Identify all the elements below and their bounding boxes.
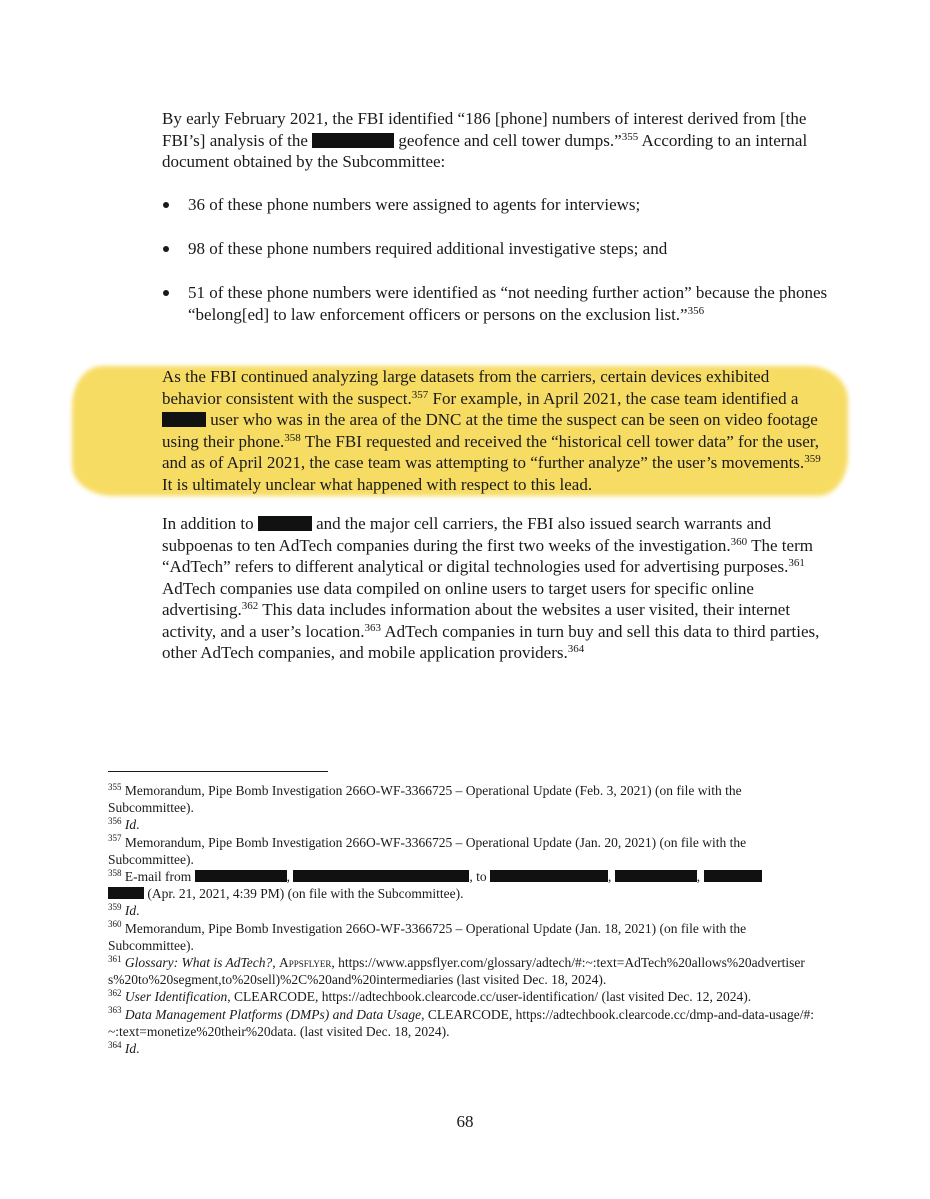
footnote-ref: 363	[364, 621, 382, 634]
list-item: 51 of these phone numbers were identified as “not needing further action” because the phones “belong[ed] to law enforcement officers or persons on the exclusion list.”$^{356}$	[160, 282, 828, 325]
footnote-ref: 360	[730, 535, 748, 548]
redaction-box	[704, 870, 762, 882]
footnote-361: $^{361}$ Glossary: What is AdTech?, Appsflyer, https://www.appsflyer.com/glossary/adtech/#:~:text=AdTech%20allows%20advertisers%20to%20segment,to%20sell)%2C%20and%20intermediaries (last visited Dec. 18, 2024).	[108, 953, 805, 988]
footnotes	[108, 782, 818, 1057]
bullet-icon	[163, 202, 169, 208]
footnote-ref: 359	[804, 453, 821, 466]
footnote-ref: 362	[241, 600, 259, 613]
footnote-357: $^{357}$ Memorandum, Pipe Bomb Investigation 266O-WF-3366725 – Operational Update (Jan. 20, 2021) (on file with the Subcommittee).	[108, 833, 747, 867]
redaction-box	[312, 133, 394, 148]
redaction-box	[108, 887, 144, 899]
footnote-ref: 358	[284, 431, 301, 444]
footnote-ref: 357	[411, 388, 429, 401]
footnote-355: $^{355}$ Memorandum, Pipe Bomb Investigation 266O-WF-3366725 – Operational Update (Feb. 3, 2021) (on file with the Subcommittee).	[108, 781, 742, 816]
footnote-358: $^{358}$ E-mail from , , to , , (Apr. 21, 2021, 4:39 PM) (on file with the Subcommittee).	[108, 868, 818, 902]
footnote-356: $^{356}$ Id.	[108, 815, 140, 833]
paragraph-geofence: By early February 2021, the FBI identified “186 [phone] numbers of interest derived from [the FBI’s] analysis of the geofence and cell tower dumps.”$^{355}$ According to an internal document obtained by the Subcommittee:	[162, 109, 808, 171]
footnote-ref: 364	[567, 643, 585, 656]
footnote-360: $^{360}$ Memorandum, Pipe Bomb Investigation 266O-WF-3366725 – Operational Update (Jan. 18, 2021) (on file with the Subcommittee).	[108, 919, 747, 953]
redaction-box	[293, 870, 469, 882]
bullet-icon	[163, 290, 169, 296]
redaction-box	[490, 870, 608, 882]
redaction-box	[615, 870, 697, 882]
redaction-box	[195, 870, 287, 882]
list-item: 98 of these phone numbers required additional investigative steps; and	[160, 238, 828, 260]
footnote-ref: 356	[687, 304, 705, 317]
footnote-359: $^{359}$ Id.	[108, 901, 140, 919]
footnote-ref: 361	[788, 557, 805, 570]
footnote-divider	[108, 771, 328, 772]
redaction-box	[162, 412, 206, 427]
paragraph-suspect-device: As the FBI continued analyzing large datasets from the carriers, certain devices exhibited behavior consistent with the suspect.$^{357}$ For example, in April 2021, the case team identified a user who was in the area of the DNC at the time the suspect can be seen on video footage using their phone.$^{358}$ The FBI requested and received the “historical cell tower data” for the user, and as of April 2021, the case team was attempting to “further analyze” the user’s movements.$^{359}$ It is ultimately unclear what happened with respect to this lead.	[162, 367, 821, 494]
list-item: 36 of these phone numbers were assigned to agents for interviews;	[160, 194, 828, 216]
paragraph-adtech: In addition to and the major cell carriers, the FBI also issued search warrants and subpoenas to ten AdTech companies during the first two weeks of the investigation.$^{360}$ The term “AdTech” refers to different analytical or digital technologies used for advertising purposes.$^{361}$ AdTech companies use data compiled on online users to target users for specific online advertising.$^{362}$ This data includes information about the websites a user visited, their internet activity, and a user’s location.$^{363}$ AdTech companies in turn buy and sell this data to third parties, other AdTech companies, and mobile application providers.$^{364}$	[162, 514, 820, 662]
footnote-364: $^{364}$ Id.	[108, 1039, 140, 1057]
footnote-363: $^{363}$ Data Management Platforms (DMPs) and Data Usage, CLEARCODE, https://adtechbook.clearcode.cc/dmp-and-data-usage/#:~:text=monetize%20their%20data. (last visited Dec. 18, 2024).	[108, 1005, 814, 1039]
bullet-icon	[163, 246, 169, 252]
footnote-ref: 355	[621, 130, 639, 143]
page-number: 68	[456, 1112, 474, 1131]
redaction-box	[258, 516, 312, 531]
footnote-362: $^{362}$ User Identification, CLEARCODE, https://adtechbook.clearcode.cc/user-identification/ (last visited Dec. 12, 2024).	[108, 987, 752, 1005]
